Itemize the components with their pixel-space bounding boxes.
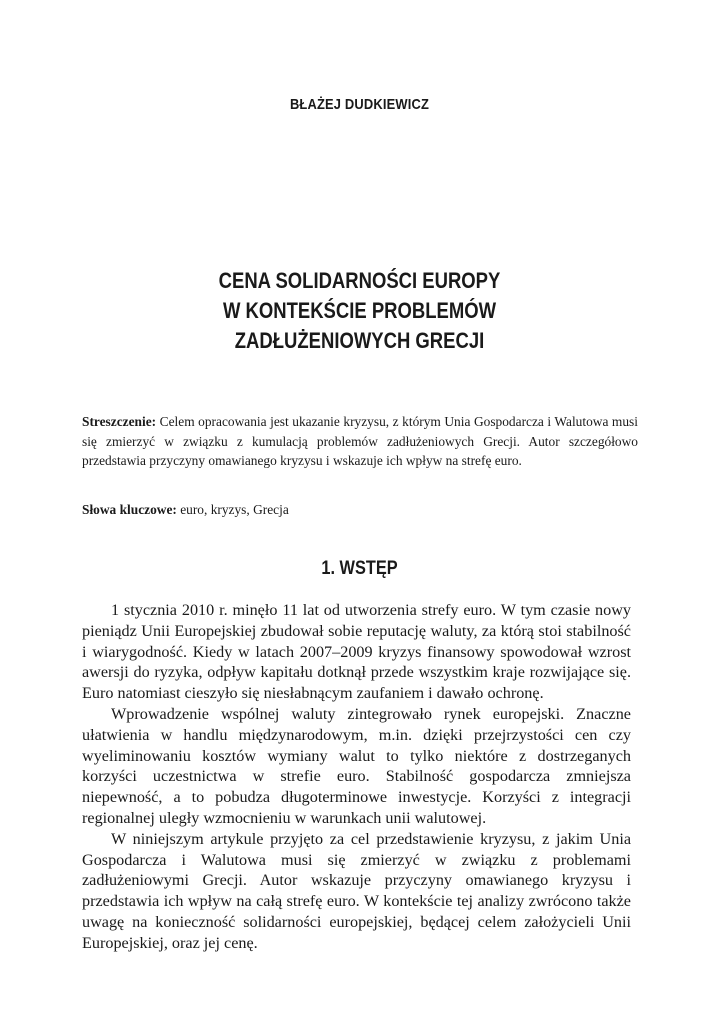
abstract-text: Celem opracowania jest ukazanie kryzysu, z którym Unia Gospodarcza i Walutowa musi się zmierzyć w związku z kumulacją problemów zadłużeniowych Grecji. Autor szczegółowo przedstawia przyczyny omawianego kryzysu i wskazuje ich wpływ na strefę euro. [82, 414, 638, 468]
paragraph: W niniejszym artykule przyjęto za cel przedstawienie kryzysu, z jakim Unia Gospodarcza i Walutowa musi się zmierzyć w związku z problemami zadłużeniowymi Grecji. Autor wskazuje przyczyny omawianego kryzysu i przedstawia ich wpływ na całą strefę euro. W kontekście tej analizy zwrócono także uwagę na konieczność solidarności europejskiej, będącej celem założycieli Unii Europejskiej, oraz jej cenę. [82, 829, 631, 952]
title-line: ZADŁUŻENIOWYCH GRECJI [234, 328, 485, 353]
section-heading: 1. WSTĘP [321, 558, 398, 579]
section-body [82, 600, 631, 954]
paragraph: Wprowadzenie wspólnej waluty zintegrowało rynek europejski. Znaczne ułatwienia w handlu międzynarodowym, m.in. dzięki przejrzystości cen czy wyeliminowaniu kosztów wymiany walut to tylko niektóre z dostrzeganych korzyści uczestnictwa w strefie euro. Stabilność gospodarcza zmniejsza niepewność, a to pobudza długoterminowe inwestycje. Korzyści z integracji regionalnej uległy wzmocnieniu w warunkach unii walutowej. [82, 704, 631, 827]
article-title [58, 266, 662, 356]
abstract-label: Streszczenie: [82, 414, 160, 429]
keywords-label: Słowa kluczowe: [82, 502, 181, 517]
keywords [82, 500, 638, 520]
title-line: CENA SOLIDARNOŚCI EUROPY [218, 268, 501, 293]
paragraph: 1 stycznia 2010 r. minęło 11 lat od utworzenia strefy euro. W tym czasie nowy pieniądz Unii Europejskiej zbudował sobie reputację waluty, za którą stoi stabilność i wiarygodność. Kiedy w latach 2007–2009 kryzys finansowy spowodował wzrost awersji do ryzyka, odpływ kapitału dotknął przede wszystkim kraje rozwijające się. Euro natomiast cieszyło się niesłabnącym zaufaniem i dawało ochronę. [82, 601, 631, 703]
author-name: BŁAŻEJ DUDKIEWICZ [289, 96, 430, 113]
keywords-text: euro, kryzys, Grecja [180, 502, 289, 517]
abstract [82, 412, 638, 471]
title-line: W KONTEKŚCIE PROBLEMÓW [222, 298, 497, 323]
